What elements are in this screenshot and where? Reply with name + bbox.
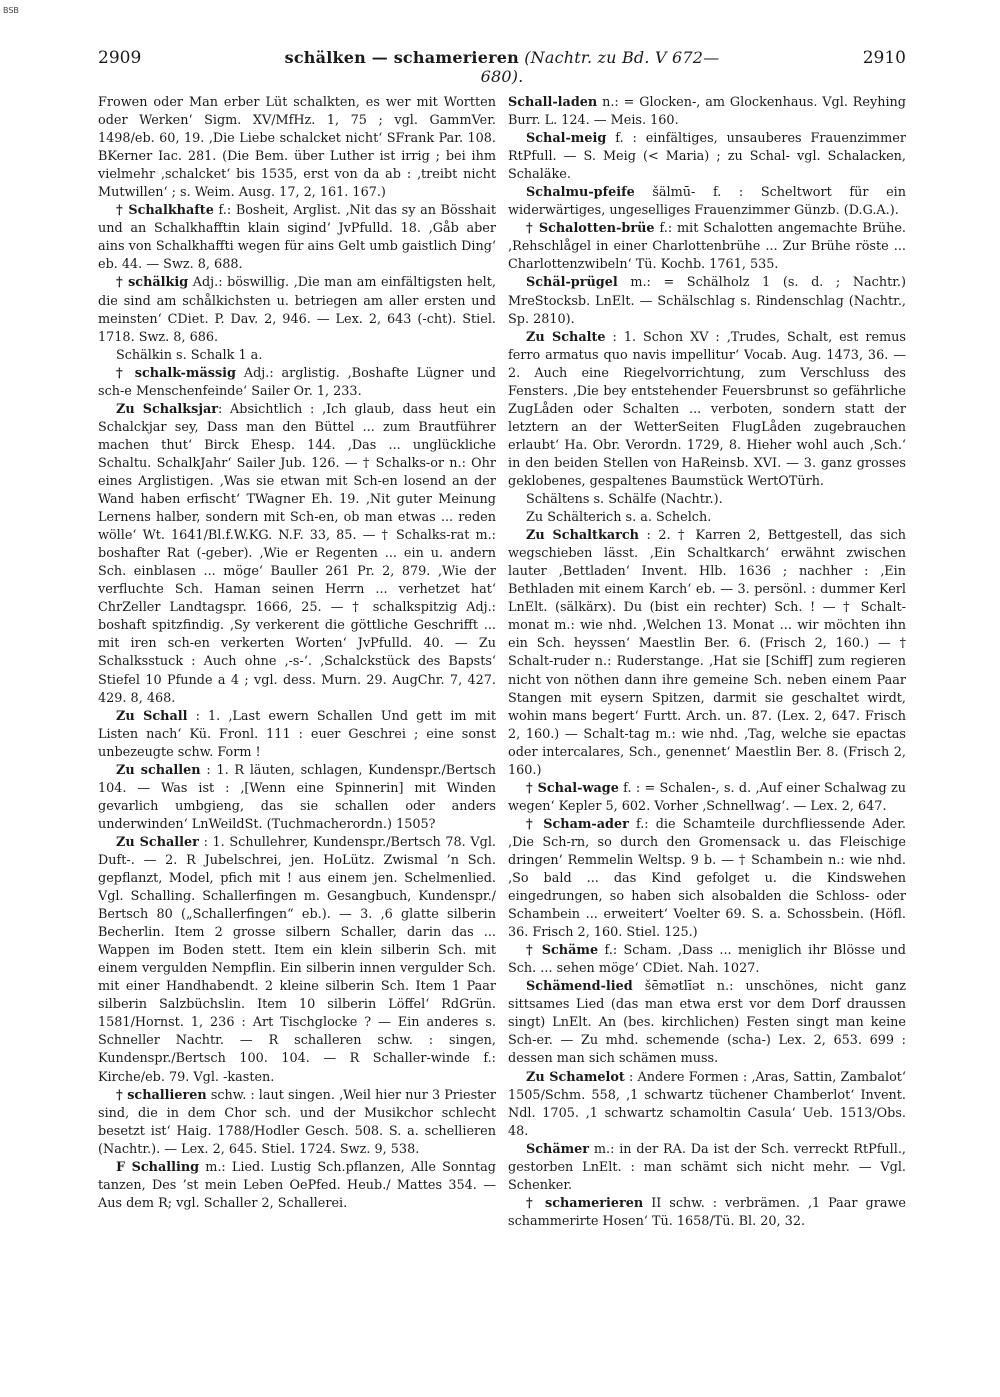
entry-headword: † schamerieren <box>526 1195 644 1211</box>
entry-text: f. : = Schalen-, s. d. ‚Auf einer Schalwag zu wegen‘ Kepler 5, 602. Vorher ‚Schnellwag‘. — Lex. 2, 647. <box>508 780 906 814</box>
entry-headword: Zu Schalksjar <box>116 401 218 417</box>
running-title-main: schälken — schamerieren <box>284 48 519 67</box>
entry-text: Adj.: böswillig. ‚Die man am einfältigsten helt, die sind am schålkichsten u. betriegen am aller ersten und meinsten‘ CDiet. P. Dav. 2, 946. — Lex. 2, 643 (-cht). Stiel. 1718. Swz. 8, 686. <box>98 275 496 345</box>
entry-headword: Schäl-prügel <box>526 275 618 291</box>
entry-text: šälmū- f. : Scheltwort für ein widerwärtiges, ungeselliges Frauenzimmer Günzb. (D.G.A.). <box>508 185 906 219</box>
entry-headword: Zu Schamelot <box>526 1069 625 1085</box>
entry-paragraph <box>98 202 496 274</box>
entry-headword: † schalk-mässig <box>116 365 236 381</box>
entry-paragraph <box>98 1159 496 1213</box>
entry-text: m.: Lied. Lustig Sch.pflanzen, Alle Sonntag tanzen, Des ’st mein Leben OePfed. Heub./ Mattes 354. — Aus dem R; vgl. Schaller 2, Schallerei. <box>98 1159 496 1211</box>
library-mark: BSB <box>3 6 19 15</box>
entry-text: : 1. Schon XV : ‚Trudes, Schalt, est remus ferro armatus quo navis impellitur‘ Vocab. Aug. 1473, 36. — 2. Auch eine Riegelvorrichtung, zum Verschluss des Fensters. ‚Die bey entstehender Feuersbrunst so gefährliche ZugLåden oder Schalten ... verboten, sondern statt der letztern an der WetterSeiten FlugLåden zugebrauchen erlaubt‘ Ha. Obr. Verordn. 1729, 8. Hieher wohl auch ‚Sch.‘ in den beiden Stellen von HaReinsb. XVI. — 3. ganz grosses geklobenes, gespaltenes Baumstück WertOTürh. <box>508 329 906 489</box>
entry-paragraph <box>98 834 496 1087</box>
entry-headword: Schal-meig <box>526 131 607 147</box>
page-number-left: 2909 <box>98 48 142 68</box>
page-number-right: 2910 <box>862 48 906 68</box>
entry-paragraph <box>98 365 496 401</box>
entry-paragraph <box>508 329 906 491</box>
entry-paragraph <box>508 220 906 274</box>
entry-paragraph <box>508 1141 906 1195</box>
entry-paragraph <box>508 94 906 130</box>
right-column <box>508 94 906 1231</box>
entry-headword: Schämer <box>526 1141 590 1157</box>
entry-text: f.: Scham. ‚Dass ... meniglich ihr Blösse und Sch. ... sehen möge‘ CDiet. Nah. 1027. <box>508 943 906 977</box>
entry-text: šēmətlīət n.: unschönes, nicht ganz sittsames Lied (das man etwa erst vor dem Dorf draussen singt) LnElt. An (bes. kirchlichen) Festen singt man keine Sch-er. — Zu mhd. schemende (scha-) Lex. 2, 653. 699 : dessen man sich schämen muss. <box>508 979 906 1067</box>
entry-paragraph <box>508 130 906 184</box>
entry-headword: Schalmu-pfeife <box>526 185 635 201</box>
entry-text: : 2. † Karren 2, Bettgestell, das sich wegschieben lässt. ‚Ein Schaltkarch‘ erwähnt zwischen lauter ‚Bettladen‘ Invent. Hlb. 1636 ; nachher : ‚Ein Bethladen mit einem Karch‘ eb. — 3. persönl. : dummer Kerl LnElt. (sälkärx). Du (bist ein rechter) Sch. ! — † Schalt-monat m.: wie nhd. ‚Welchen 13. Monat ... wir möchten ihn ein Sch. heyssen‘ Maestlin Ber. 6. (Frisch 2, 160.) — † Schalt-ruder n.: Ruderstange. ‚Hat sie [Schiff] zum regieren nicht von nöthen dann ihre gemeine Sch. neben einem Paar Stangen mit eysern Spitzen, darmit sie geschaltet wirdt, wohin mans begert‘ Furtt. Arch. un. 87. (Lex. 2, 647. Frisch 2, 160.) — Schalt-tag m.: wie nhd. ‚Tag, welche sie epactas oder intercalares, Sch., genennet‘ Maestlin Ber. 8. (Frisch 2, 160.) <box>508 528 907 778</box>
entry-text: Schältens s. Schälfe (Nachtr.). <box>526 492 723 508</box>
entry-text: f. : einfältiges, unsauberes Frauenzimmer RtPfull. — S. Meig (< Maria) ; zu Schal- vgl. Schalacken, Schaläke. <box>508 131 906 183</box>
entry-headword: Zu Schaller <box>116 834 199 850</box>
entry-headword: F Schalling <box>116 1159 200 1175</box>
entry-text: f.: mit Schalotten angemachte Brühe. ‚Rehschlågel in einer Charlottenbrühe ... Zur Brühe röste ... Charlottenzwibeln‘ Tü. Kochb. 1761, 535. <box>508 221 906 273</box>
running-title <box>268 48 736 86</box>
entry-headword: † Schäme <box>526 943 599 959</box>
entry-text: f.: Bosheit, Arglist. ‚Nit das sy an Bösshait und an Schalkhafftin klain sigind‘ JvPfulld. 18. ‚Gåb aber ains von Schalkhaffti wegen für ains Gelt umb gaistlich Ding‘ eb. 44. — Swz. 8, 688. <box>98 203 496 273</box>
entry-paragraph <box>508 1195 906 1231</box>
entry-text: Zu Schälterich s. a. Schelch. <box>526 510 712 526</box>
entry-headword: † Schalotten-brüe <box>526 221 655 237</box>
entry-headword: † schälkig <box>116 275 189 291</box>
entry-paragraph <box>98 1087 496 1159</box>
entry-text: n.: = Glocken-, am Glockenhaus. Vgl. Reyhing Burr. L. 124. — Meis. 160. <box>508 95 906 129</box>
entry-headword: Zu schallen <box>116 762 201 778</box>
entry-headword: † Scham-ader <box>526 816 629 832</box>
entry-text: m.: = Schälholz 1 (s. d. ; Nachtr.) MreStocksb. LnElt. — Schälschlag s. Rindenschlag (Nachtr., Sp. 2810). <box>508 275 906 327</box>
entry-headword: Zu Schalte <box>526 329 606 345</box>
entry-text: m.: in der RA. Da ist der Sch. verreckt RtPfull., gestorben LnElt. : man schämt sich nicht mehr. — Vgl. Schenker. <box>508 1141 906 1193</box>
entry-text: Frowen oder Man erber Lüt schalkten, es wer mit Wortten oder Werken‘ Sigm. XV/MfHz. 1, 75 ; vgl. GammVer. 1498/eb. 60, 19. ‚Die Liebe schalcket nicht‘ SFrank Par. 108. BKerner Iac. 281. (Die Bem. über Luther ist irrig ; bei ihm vielmehr ‚schalcket‘ bis 1535, erst von da ab : ‚treibt nicht Mutwillen‘ ; s. Weim. Ausg. 17, 2, 161. 167.) <box>98 95 496 201</box>
entry-paragraph <box>98 347 496 365</box>
entry-text: : Andere Formen : ‚Aras, Sattin, Zambalot‘ 1505/Schm. 558, ‚1 schwartz tüchener Chamberlot‘ Invent. Ndl. 1705. ‚1 schwartz schamoltin Casula‘ Ueb. 1513/Obs. 48. <box>508 1069 906 1139</box>
entry-headword: † Schalkhafte <box>116 203 214 219</box>
entry-headword: † schallieren <box>116 1087 207 1103</box>
entry-text: schw. : laut singen. ‚Weil hier nur 3 Priester sind, die in dem Chor sch. und der Musikchor schlecht besetzt ist‘ Haig. 1788/Hodler Gesch. 508. S. a. schellieren (Nachtr.). — Lex. 2, 645. Stiel. 1724. Swz. 9, 538. <box>98 1087 496 1157</box>
entry-text: f.: die Schamteile durchfliessende Ader. ‚Die Sch-rn, so durch den Gromensack u. das Fleischige dringen‘ Remmelin Weltsp. 9 b. — † Schambein n.: wie nhd. ‚So bald ... das Kind gefolget u. die Kindswehen eingedrungen, so haben sich alsobalden die Schloss- oder Schambein ... erweitert‘ Voelter 69. S. a. Schossbein. (Höfl. 36. Frisch 2, 160. Stiel. 125.) <box>508 816 906 941</box>
left-column <box>98 94 496 1213</box>
entry-paragraph <box>98 708 496 762</box>
entry-paragraph <box>508 527 906 780</box>
running-title-reference: (Nachtr. zu Bd. V 672—680). <box>480 48 720 86</box>
entry-paragraph <box>98 762 496 834</box>
entry-headword: Zu Schall <box>116 708 188 724</box>
entry-text: : 1. R läuten, schlagen, Kundenspr./Bertsch 104. — Was ist : ‚[Wenn eine Spinnerin] mit Winden gevarlich umbgieng, das sie schallen oder anders underwinden‘ LnWeildSt. (Tuchmacherordn.) 1505? <box>98 762 496 832</box>
entry-paragraph <box>508 816 906 942</box>
entry-paragraph <box>508 509 906 527</box>
entry-paragraph <box>508 1069 906 1141</box>
entry-paragraph <box>508 978 906 1068</box>
entry-paragraph <box>508 942 906 978</box>
entry-text: Adj.: arglistig. ‚Boshafte Lügner und sch-e Menschenfeinde‘ Sailer Or. 1, 233. <box>98 365 496 399</box>
entry-headword: Schall-laden <box>508 95 598 110</box>
entry-paragraph <box>98 401 496 708</box>
entry-paragraph <box>98 94 496 202</box>
entry-text: : 1. ‚Last ewern Schallen Und gett im mit Listen nach‘ Kü. Fronl. 111 : euer Geschrei ; eine sonst unbezeugte schw. Form ! <box>98 708 497 760</box>
entry-text: Schälkin s. Schalk 1 a. <box>116 347 263 363</box>
entry-headword: Zu Schaltkarch <box>526 528 639 544</box>
entry-text: : Absichtlich : ‚Ich glaub, dass heut ein Schalckjar sey, Dass man den Büttel ... zum Brautführer machen thut‘ Birck Ehesp. 144. ‚Das ... unglückliche Schaltu. SchalkJahr‘ Sailer Jub. 126. — † Schalks-or n.: Ohr eines Arglistigen. ‚Was sie etwan mit Sch-en losend an der Wand haben erfischt‘ TWagner Eh. 19. ‚Nit guter Meinung Lernens halber, sondern mit Sch-en, ob man etwas ... reden wölle‘ Wt. 1641/Bl.f.W.KG. N.F. 33, 85. — † Schalks-rat m.: boshafter Rat (-geber). ‚Wie er Regenten ... ein u. andern Sch. einblasen ... möge‘ Bauller 261 Pr. 2, 879. ‚Wie der verfluchte Sch. Haman seinen Herrn ... verhetzet hat‘ ChrZeller Landtagspr. 1666, 25. — † schalkspitzig Adj.: boshaft spitzfindig. ‚Sy verkerent die göttliche Geschrifft ... mit iren sch-en verkerten Worten‘ JvPfulld. 40. — Zu Schalksstuck : Auch ohne ‚-s-‘. ‚Schalckstück des Bapsts‘ Stiefel 10 Pfunde a 4 ; vgl. dess. Murn. 29. AugChr. 7, 427. 429. 8, 468. <box>98 401 496 706</box>
entry-paragraph <box>508 780 906 816</box>
page-header <box>98 48 906 86</box>
entry-paragraph <box>98 274 496 346</box>
entry-paragraph <box>508 274 906 328</box>
entry-text: II schw. : verbrämen. ‚1 Paar grawe schammerirte Hosen‘ Tü. 1658/Tü. Bl. 20, 32. <box>508 1195 906 1229</box>
entry-headword: † Schal-wage <box>526 780 619 796</box>
entry-text: : 1. Schullehrer, Kundenspr./Bertsch 78. Vgl. Duft-. — 2. R Jubelschrei, jen. HoLütz. Zwismal ’n Sch. gepflanzt, Model, pfich mit ! aus einem jen. Schelmenlied. Vgl. Schalling. Schallerfingen m. Gesangbuch, Kundenspr./ Bertsch 80 („Schallerfingen“ eb.). — 3. ‚6 glatte silberin Becherlin. Item 2 grosse silbern Schaller, darin das ... Wappen im Boden stett. Item ein klein silberin Sch. mit einem vergulden Nempflin. Ein silberin innen vergulder Sch. mit einer Handhabendt. 2 kleine silberin Sch. Item 1 Paar silberin Salzbüchslin. Item 10 silberin Löffel‘ RdGrün. 1581/Hornst. 1, 236 : Art Tischglocke ? — Ein anderes s. Schneller Nachtr. — R schalleren schw. : singen, Kundenspr./Bertsch 100. 104. — R Schaller-winde f.: Kirche/eb. 79. Vgl. -kasten. <box>98 834 496 1085</box>
entry-paragraph <box>508 491 906 509</box>
entry-headword: Schämend-lied <box>526 979 633 995</box>
entry-paragraph <box>508 184 906 220</box>
